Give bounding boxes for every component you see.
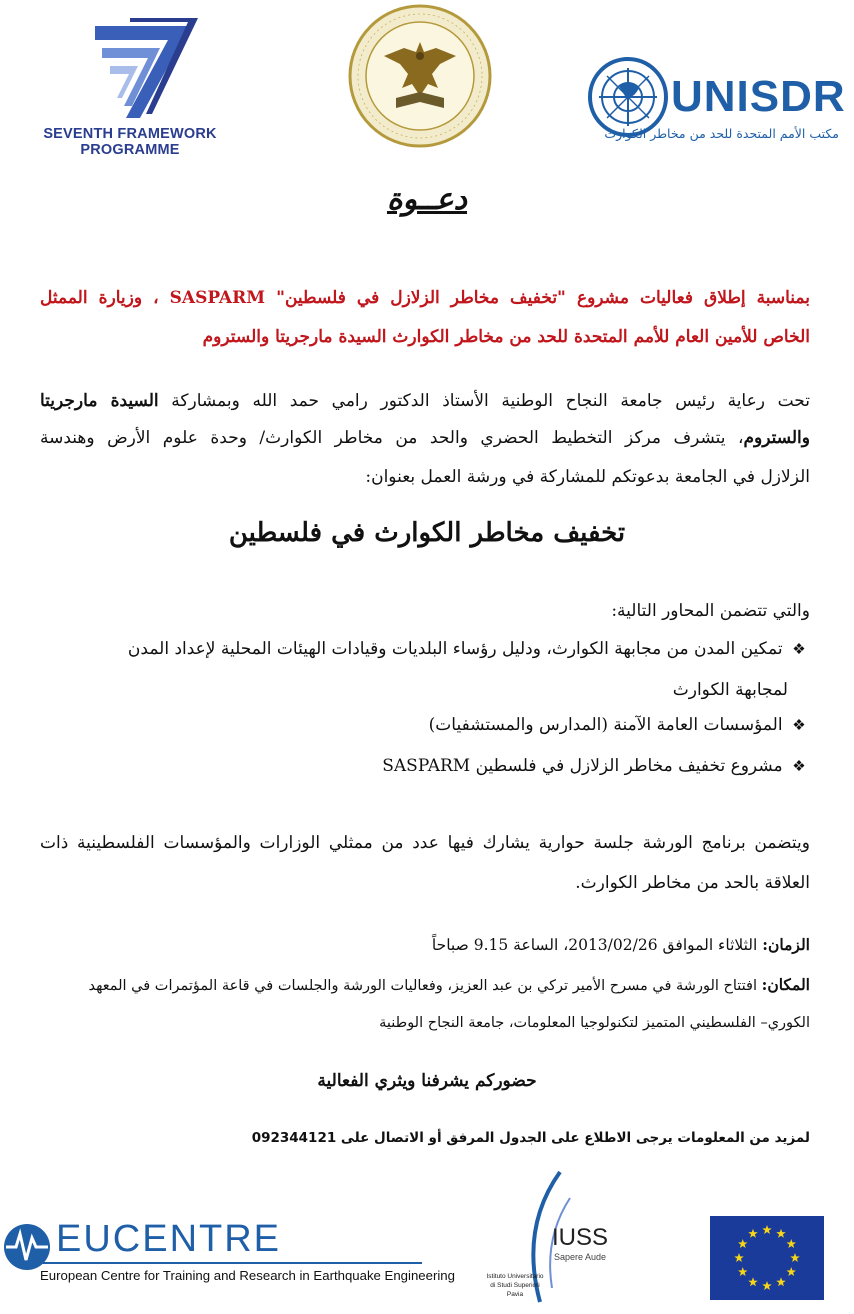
bullet-1-line-2: لمجابهة الكوارث — [672, 680, 788, 700]
bullet-item-1 — [30, 632, 810, 666]
time-row — [30, 930, 810, 960]
eucentre-logo — [0, 1212, 455, 1292]
iuss-name: IUSS — [552, 1224, 609, 1251]
time-value: الثلاثاء الموافق 2013/02/26، الساعة 9.15 صباحاً — [431, 936, 758, 954]
eu-star-icon — [762, 1281, 772, 1290]
eu-star-icon — [762, 1225, 772, 1234]
body-line-1-text: تحت رعاية رئيس جامعة النجاح الوطنية الأستاذ الدكتور رامي حمد الله وبمشاركة — [171, 391, 811, 411]
body-line-2-bold: والستروم — [743, 428, 810, 448]
eucentre-tagline: European Centre for Training and Research in Earthquake Engineering — [40, 1268, 455, 1283]
eu-star-icon — [786, 1239, 796, 1248]
eu-flag — [710, 1216, 824, 1300]
body-line-1-bold: السيدة مارجريتا — [40, 391, 159, 411]
diamond-bullet-icon: ❖ — [792, 716, 806, 734]
eu-star-icon — [748, 1277, 758, 1286]
intro-line-1: بمناسبة إطلاق فعاليات مشروع "تخفيف مخاطر الزلازل في فلسطين" SASPARM ، وزيارة الممثل — [40, 288, 810, 308]
unisdr-logo — [585, 50, 845, 150]
session-line-1: ويتضمن برنامج الورشة جلسة حوارية يشارك فيها عدد من ممثلي الوزارات والمؤسسات الفلسطينية ذات — [40, 833, 810, 853]
unisdr-subtitle: مكتب الأمم المتحدة للحد من مخاطر الكوارث — [604, 126, 839, 141]
session-line-2: العلاقة بالحد من مخاطر الكوارث. — [575, 873, 810, 893]
an-najah-university-seal — [348, 4, 492, 148]
eu-star-icon — [748, 1229, 758, 1238]
eu-star-icon — [776, 1277, 786, 1286]
page-title: دعــوة — [386, 182, 468, 217]
bullet-1-line-1: تمكين المدن من مجابهة الكوارث، ودليل رؤساء البلديات وقيادات الهيئات المحلية لإعداد المدن — [127, 639, 783, 659]
diamond-bullet-icon: ❖ — [792, 640, 806, 658]
diamond-bullet-icon: ❖ — [792, 757, 806, 775]
fp7-seven-icon — [40, 18, 220, 123]
workshop-title: تخفيف مخاطر الكوارث في فلسطين — [228, 518, 626, 548]
iuss-line-3: Pavia — [506, 1291, 524, 1298]
place-row — [30, 970, 810, 1001]
iuss-line-1: Istituto Universitario — [486, 1273, 544, 1280]
time-label: الزمان: — [762, 935, 810, 954]
eu-star-icon — [734, 1253, 744, 1262]
bullet-2-text: المؤسسات العامة الآمنة (المدارس والمستشفيات) — [428, 715, 783, 735]
contact-line: لمزيد من المعلومات يرجى الاطلاع على الجدول المرفق أو الاتصال على 092344121 — [251, 1130, 810, 1146]
fp7-logo — [40, 18, 220, 158]
place-value-line-1: افتتاح الورشة في مسرح الأمير تركي بن عبد العزيز، وفعاليات الورشة والجلسات في قاعة المؤتمرات في المعهد — [88, 978, 757, 994]
body-line-2-text: ، يتشرف مركز التخطيط الحضري والحد من مخاطر الكوارث/ وحدة علوم الأرض وهندسة — [40, 428, 744, 448]
eucentre-seismic-icon — [2, 1222, 52, 1272]
intro-line-2: الخاص للأمين العام للأمم المتحدة للحد من مخاطر الكوارث السيدة مارجريتا والستروم — [202, 327, 810, 347]
eucentre-divider — [40, 1262, 422, 1264]
eu-star-icon — [738, 1267, 748, 1276]
eu-stars-icon — [710, 1216, 824, 1300]
fp7-line2: PROGRAMME — [80, 142, 180, 158]
eu-star-icon — [790, 1253, 800, 1262]
place-value-line-2: الكوري– الفلسطيني المتميز لتكنولوجيا المعلومات، جامعة النجاح الوطنية — [379, 1015, 810, 1031]
iuss-logo — [470, 1168, 640, 1308]
axes-intro: والتي تتضمن المحاور التالية: — [611, 601, 810, 621]
eucentre-name: EUCENTRE — [56, 1218, 282, 1260]
bullet-item-2 — [30, 708, 810, 742]
bullet-3-text: مشروع تخفيف مخاطر الزلازل في فلسطين SASPARM — [382, 756, 783, 776]
unisdr-name: UNISDR — [671, 72, 846, 121]
iuss-line-2: di Studi Superiori — [490, 1282, 540, 1289]
bullet-item-3 — [30, 749, 810, 783]
place-label: المكان: — [761, 975, 810, 994]
university-seal-icon — [348, 4, 492, 148]
body-line-2 — [40, 421, 810, 455]
fp7-line1: SEVENTH FRAMEWORK — [43, 126, 217, 142]
iuss-motto: Sapere Aude — [554, 1252, 607, 1262]
eu-star-icon — [738, 1239, 748, 1248]
eu-star-icon — [786, 1267, 796, 1276]
closing-line: حضوركم يشرفنا ويثري الفعالية — [317, 1071, 537, 1091]
body-line-1 — [40, 384, 810, 418]
body-line-3: الزلازل في الجامعة بدعوتكم للمشاركة في ورشة العمل بعنوان: — [365, 467, 810, 487]
eu-star-icon — [776, 1229, 786, 1238]
